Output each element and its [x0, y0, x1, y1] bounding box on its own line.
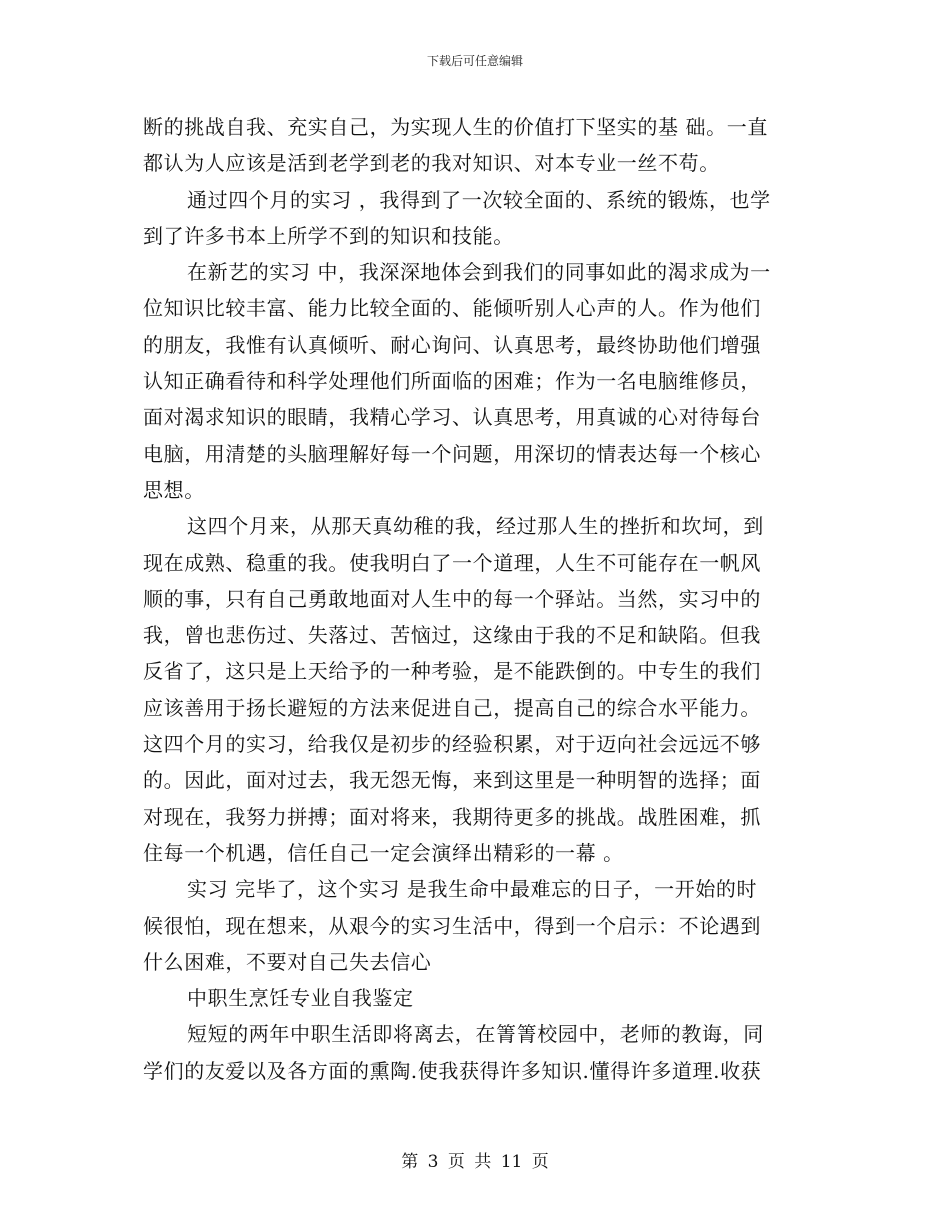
text-line: 短短的两年中职生活即将离去，在箐箐校园中，老师的教诲，同: [187, 1022, 764, 1047]
text-line: 断的挑战自我、充实自己，为实现人生的价值打下坚实的基 础。一直: [143, 115, 768, 139]
paragraph: [143, 254, 807, 508]
page-number-footer: 第 3 页 共 11 页: [401, 1152, 549, 1172]
paragraph: [143, 1016, 807, 1089]
text-line: 位知识比较丰富、能力比较全面的、能倾听别人心声的人。作为他们: [143, 296, 761, 321]
paragraph: [143, 508, 807, 871]
text-line: 电脑，用清楚的头脑理解好每一个问题，用深切的情表达每一个核心: [143, 441, 761, 466]
text-line: 思想。: [143, 477, 205, 502]
text-line: 应该善用于扬长避短的方法来促进自己，提高自己的综合水平能力。: [143, 695, 761, 720]
paragraph: [143, 182, 807, 255]
text-line: 都认为人应该是活到老学到老的我对知识、对本专业一丝不苟。: [143, 151, 720, 176]
text-line: 候很怕，现在想来，从艰今的实习生活中，得到一个启示：不论遇到: [143, 913, 761, 938]
text-line: 的。因此，面对过去，我无怨无悔，来到这里是一种明智的选择；面: [143, 768, 761, 793]
paragraph: [143, 109, 807, 182]
paragraph: [143, 980, 807, 1016]
page-header: 下载后可任意编辑: [426, 54, 523, 68]
text-line: 学们的友爱以及各方面的熏陶.使我获得许多知识.懂得许多道理.收获: [143, 1058, 762, 1083]
text-line: 实习 完毕了，这个实习 是我生命中最难忘的日子，一开始的时: [187, 877, 758, 902]
text-line: 现在成熟、稳重的我。使我明白了一个道理，人生不可能存在一帆风: [143, 550, 761, 575]
text-line: 对现在，我努力拼搏；面对将来，我期待更多的挑战。战胜困难，抓: [143, 804, 761, 829]
text-line: 反省了，这只是上天给予的一种考验，是不能跌倒的。中专生的我们: [143, 659, 761, 684]
paragraph: [143, 871, 807, 980]
text-line: 中职生烹饪专业自我鉴定: [187, 986, 414, 1011]
text-line: 到了许多书本上所学不到的知识和技能。: [143, 223, 514, 248]
text-line: 这四个月的实习，给我仅是初步的经验积累，对于迈向社会远远不够: [143, 732, 761, 757]
text-line: 我，曾也悲伤过、失落过、苦恼过，这缘由于我的不足和缺陷。但我: [143, 623, 761, 648]
text-line: 住每一个机遇，信任自己一定会演绎出精彩的一幕 。: [143, 840, 624, 865]
text-line: 在新艺的实习 中，我深深地体会到我们的同事如此的渴求成为一: [187, 260, 771, 285]
document-body: [143, 109, 807, 1089]
text-line: 面对渴求知识的眼睛，我精心学习、认真思考，用真诚的心对待每台: [143, 405, 761, 430]
text-line: 顺的事，只有自己勇敢地面对人生中的每一个驿站。当然，实习中的: [143, 586, 761, 611]
text-line: 的朋友，我惟有认真倾听、耐心询问、认真思考，最终协助他们增强: [143, 332, 761, 357]
text-line: 认知正确看待和科学处理他们所面临的困难；作为一名电脑维修员，: [143, 369, 761, 394]
text-line: 这四个月来，从那天真幼稚的我，经过那人生的挫折和坎坷，到: [187, 514, 764, 539]
text-line: 什么困难，不要对自己失去信心: [143, 949, 432, 974]
text-line: 通过四个月的实习 ，我得到了一次较全面的、系统的锻炼，也学: [187, 187, 771, 212]
